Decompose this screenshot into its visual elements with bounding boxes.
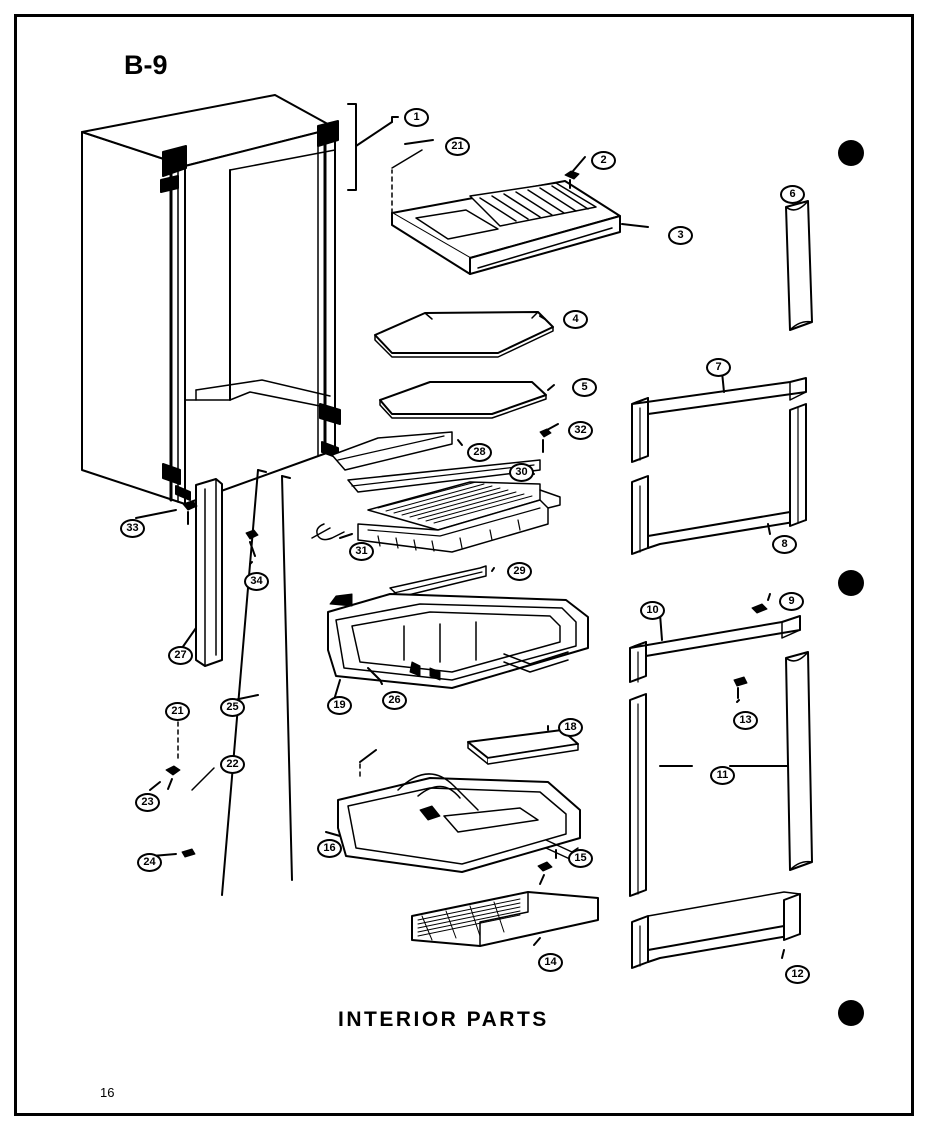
frame-8 — [632, 404, 806, 554]
frame-7 — [632, 372, 806, 462]
fastener-9 — [752, 594, 770, 613]
callout-7[interactable]: 7 — [706, 358, 731, 377]
callout-8[interactable]: 8 — [772, 535, 797, 554]
callout-30[interactable]: 30 — [509, 463, 534, 482]
callout-9[interactable]: 9 — [779, 592, 804, 611]
cabinet-shell — [82, 95, 398, 504]
figure-caption: INTERIOR PARTS — [338, 1008, 549, 1031]
callout-26[interactable]: 26 — [382, 691, 407, 710]
callout-27[interactable]: 27 — [168, 646, 193, 665]
callout-11[interactable]: 11 — [710, 766, 735, 785]
callout-24[interactable]: 24 — [137, 853, 162, 872]
callout-25[interactable]: 25 — [220, 698, 245, 717]
callout-2[interactable]: 2 — [591, 151, 616, 170]
shelf-panel-4 — [375, 312, 553, 357]
figure-label: B-9 — [124, 50, 168, 80]
page-number: 16 — [100, 1085, 115, 1100]
callout-32[interactable]: 32 — [568, 421, 593, 440]
callout-16[interactable]: 16 — [317, 839, 342, 858]
callout-18[interactable]: 18 — [558, 718, 583, 737]
frame-10 — [630, 614, 800, 682]
punch-hole — [838, 570, 864, 596]
callout-31[interactable]: 31 — [349, 542, 374, 561]
lower-pan-16 — [326, 726, 580, 872]
callout-5[interactable]: 5 — [572, 378, 597, 397]
shelf-panel-5 — [380, 382, 554, 418]
callout-3[interactable]: 3 — [668, 226, 693, 245]
callout-10[interactable]: 10 — [640, 601, 665, 620]
callout-28[interactable]: 28 — [467, 443, 492, 462]
callout-21[interactable]: 21 — [165, 702, 190, 721]
callout-19[interactable]: 19 — [327, 696, 352, 715]
left-rails — [136, 470, 292, 895]
callout-14[interactable]: 14 — [538, 953, 563, 972]
liner-11-right — [786, 652, 812, 870]
crisper-frame-19 — [328, 594, 588, 700]
callout-12[interactable]: 12 — [785, 965, 810, 984]
callout-33[interactable]: 33 — [120, 519, 145, 538]
callout-6[interactable]: 6 — [780, 185, 805, 204]
liner-6 — [786, 196, 812, 330]
callout-15[interactable]: 15 — [568, 849, 593, 868]
callout-1[interactable]: 1 — [404, 108, 429, 127]
punch-hole — [838, 140, 864, 166]
callout-13[interactable]: 13 — [733, 711, 758, 730]
callout-34[interactable]: 34 — [244, 572, 269, 591]
wire-shelf-29 — [390, 566, 494, 597]
punch-hole — [838, 1000, 864, 1026]
callout-21[interactable]: 21 — [445, 137, 470, 156]
callout-23[interactable]: 23 — [135, 793, 160, 812]
frame-11 — [630, 694, 800, 896]
fastener-13 — [734, 677, 747, 702]
callout-22[interactable]: 22 — [220, 755, 245, 774]
frame-12 — [632, 892, 800, 968]
callout-4[interactable]: 4 — [563, 310, 588, 329]
callout-29[interactable]: 29 — [507, 562, 532, 581]
